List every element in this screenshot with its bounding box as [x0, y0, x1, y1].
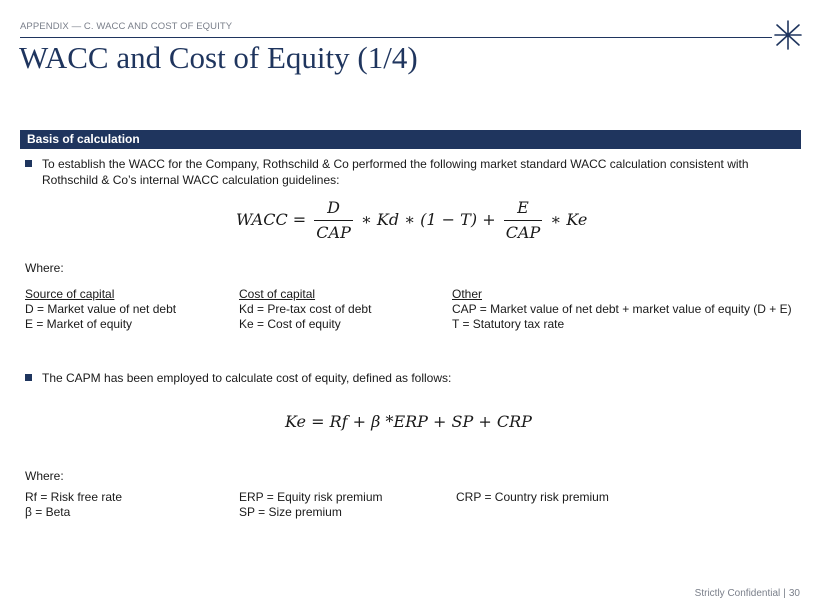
- formula-eq: =: [292, 210, 307, 229]
- definition-line: CAP = Market value of net debt + market value of equity (D + E): [452, 302, 792, 316]
- footer-separator: |: [783, 588, 786, 599]
- bullet-text: To establish the WACC for the Company, Rothschild & Co performed the following market standard WACC calculation consistent with Rothschild & Co’s internal WACC calculation guidelines:: [42, 157, 749, 187]
- column-heading: Source of capital: [25, 287, 115, 301]
- formula-star: ∗: [550, 210, 562, 229]
- section-header: Basis of calculation: [20, 130, 801, 149]
- definition-line: Ke = Cost of equity: [239, 317, 341, 331]
- footer: [695, 588, 800, 599]
- fraction-denominator: CAP: [316, 223, 351, 242]
- formula-lhs: WACC: [236, 210, 288, 229]
- fraction-d-cap: [314, 196, 353, 245]
- column-heading: Other: [452, 287, 483, 301]
- formula-plus: +: [482, 210, 496, 229]
- page-title: WACC and Cost of Equity (1/4): [19, 40, 418, 75]
- bullet-capm: [25, 370, 785, 386]
- other-column: [452, 287, 792, 332]
- definition-line: CRP = Country risk premium: [456, 490, 609, 504]
- formula-ke: Ke: [566, 210, 588, 229]
- ke-formula: Ke = Rf + β *ERP + SP + CRP: [285, 412, 532, 431]
- column-heading: Cost of capital: [239, 287, 316, 301]
- source-of-capital-column: [25, 287, 176, 332]
- confidentiality-label: Strictly Confidential: [694, 588, 781, 599]
- bullet-text: The CAPM has been employed to calculate cost of equity, defined as follows:: [42, 371, 452, 385]
- where-label: Where:: [25, 261, 64, 275]
- bullet-square-icon: [25, 160, 32, 167]
- definition-line: D = Market value of net debt: [25, 302, 177, 316]
- definition-line: β = Beta: [25, 505, 71, 519]
- wacc-formula: [236, 196, 587, 245]
- capm-definitions-column-3: [456, 490, 609, 505]
- cost-of-capital-column: [239, 287, 371, 332]
- capm-definitions-column-2: [239, 490, 383, 520]
- formula-kd: Kd: [376, 210, 400, 229]
- formula-paren: (1 − T): [420, 210, 478, 229]
- rothschild-arrows-logo-icon: [773, 17, 803, 53]
- bullet-square-icon: [25, 374, 32, 381]
- page-number: 30: [788, 588, 800, 599]
- capm-definitions-column-1: [25, 490, 122, 520]
- definition-line: Kd = Pre-tax cost of debt: [239, 302, 372, 316]
- fraction-numerator: D: [314, 196, 353, 221]
- definition-line: SP = Size premium: [239, 505, 342, 519]
- bullet-wacc: [25, 156, 785, 188]
- fraction-e-cap: [504, 196, 543, 245]
- definition-line: Rf = Risk free rate: [25, 490, 123, 504]
- definition-line: ERP = Equity risk premium: [239, 490, 383, 504]
- formula-star: ∗: [404, 210, 416, 229]
- header-rule: [20, 37, 772, 38]
- where-label: Where:: [25, 469, 64, 483]
- breadcrumb: APPENDIX — C. WACC AND COST OF EQUITY: [20, 21, 233, 32]
- formula-star: ∗: [360, 210, 372, 229]
- fraction-numerator: E: [504, 196, 543, 221]
- definition-line: E = Market of equity: [25, 317, 133, 331]
- definition-line: T = Statutory tax rate: [452, 317, 565, 331]
- fraction-denominator: CAP: [505, 223, 541, 242]
